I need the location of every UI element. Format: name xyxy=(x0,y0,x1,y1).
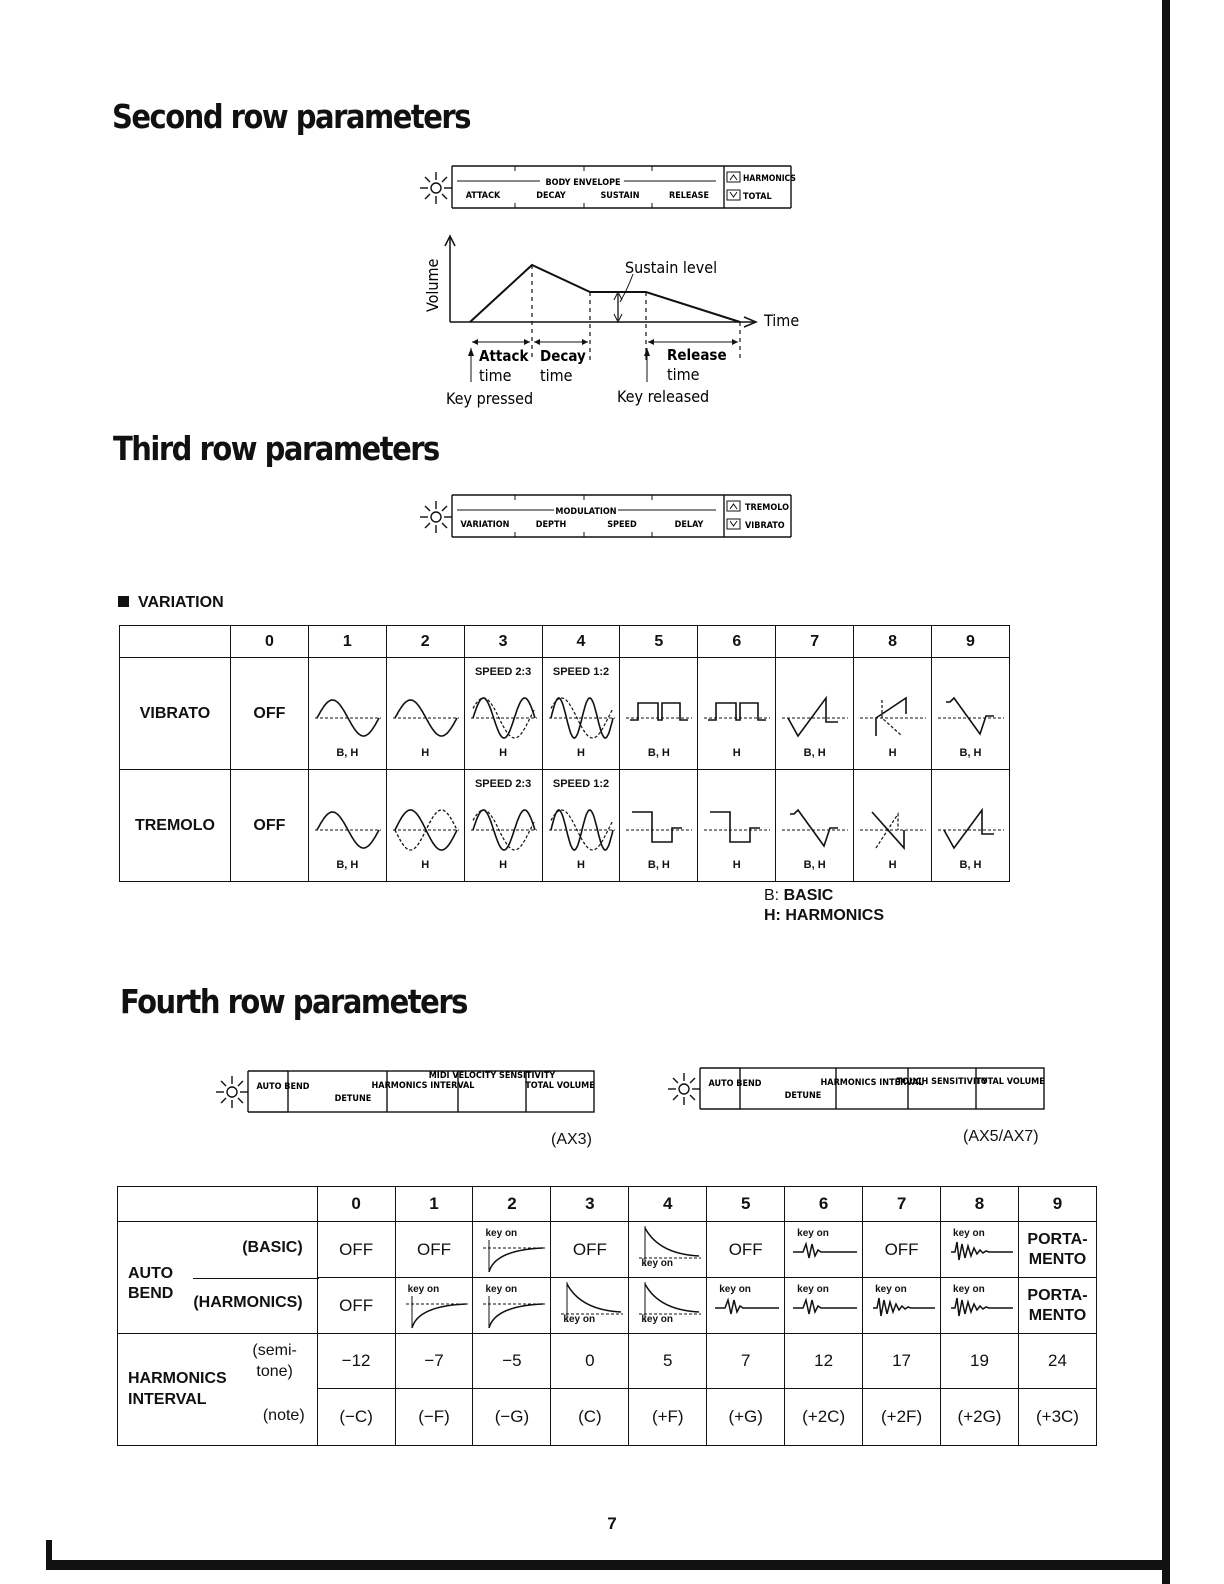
param-midi-velocity-sensitivity: MIDI VELOCITY SENSITIVITY xyxy=(428,1071,556,1081)
key-on-label: key on xyxy=(719,1284,751,1295)
variation-title: VARIATION xyxy=(118,594,224,612)
col-3: 3 xyxy=(464,626,542,658)
wave-cell xyxy=(932,770,1010,882)
col-9: 9 xyxy=(932,626,1010,658)
interval-note-label-cell xyxy=(118,1389,318,1446)
wave-caption: B, H xyxy=(336,747,359,759)
basic-portamento: PORTA-MENTO xyxy=(1018,1222,1096,1278)
up-arrow-icon xyxy=(730,175,737,180)
wave-caption: B, H xyxy=(959,747,982,759)
attack-time-label: time xyxy=(479,366,512,385)
model-ax3: (AX3) xyxy=(551,1131,592,1148)
auto-bend-harmonics-row xyxy=(118,1278,1097,1334)
vibrato-row xyxy=(120,658,1010,770)
col-7: 7 xyxy=(863,1187,941,1222)
semitone-9: 24 xyxy=(1018,1334,1096,1389)
col-4: 4 xyxy=(542,626,620,658)
key-on-label: key on xyxy=(797,1284,829,1295)
param-variation: VARIATION xyxy=(460,520,510,530)
decay-time-label: time xyxy=(540,366,573,385)
wave-cell xyxy=(620,770,698,882)
interval-semitone-label-cell xyxy=(118,1334,318,1408)
key-released-label: Key released xyxy=(617,387,710,406)
wave-cell xyxy=(698,658,776,770)
group-label: BODY ENVELOPE xyxy=(545,178,621,188)
variation-table xyxy=(119,625,1010,882)
corner-cell xyxy=(118,1187,318,1222)
wave-cell xyxy=(308,658,386,770)
page-edge-left xyxy=(46,1540,52,1570)
wave-caption: H xyxy=(732,859,741,871)
note-0: (−C) xyxy=(317,1389,395,1446)
panel-ax3 xyxy=(208,1066,600,1123)
page-edge-right xyxy=(1162,0,1170,1584)
param-detune: DETUNE xyxy=(334,1094,372,1104)
param-harmonics-interval: HARMONICS INTERVAL xyxy=(371,1081,475,1091)
note-4: (+F) xyxy=(629,1389,707,1446)
key-on-label: key on xyxy=(641,1314,674,1325)
col-2: 2 xyxy=(386,626,464,658)
model-ax5-ax7: (AX5/AX7) xyxy=(963,1128,1039,1145)
wave-cell xyxy=(542,658,620,770)
wave-caption: B, H xyxy=(647,859,670,871)
semitone-1: −7 xyxy=(395,1334,473,1389)
bend-cell xyxy=(629,1278,707,1334)
key-on-label: key on xyxy=(485,1284,518,1295)
key-on-label: key on xyxy=(641,1258,674,1269)
sustain-label: Sustain level xyxy=(625,258,718,277)
param-auto: AUTO BEND xyxy=(256,1082,310,1092)
param-depth: DEPTH xyxy=(535,520,567,530)
col-4: 4 xyxy=(629,1187,707,1222)
release-time-label: time xyxy=(667,365,700,384)
note-5: (+G) xyxy=(707,1389,785,1446)
semitone-3: 0 xyxy=(551,1334,629,1389)
key-on-label: key on xyxy=(563,1314,596,1325)
up-arrow-icon xyxy=(730,504,737,509)
wave-caption: B, H xyxy=(647,747,670,759)
note-9: (+3C) xyxy=(1018,1389,1096,1446)
tremolo-off: OFF xyxy=(230,770,308,882)
basic-0: OFF xyxy=(317,1222,395,1278)
tremolo-row xyxy=(120,770,1010,882)
bend-cell xyxy=(473,1278,551,1334)
envelope-diagram xyxy=(420,230,820,420)
decay-label: Decay xyxy=(540,347,586,365)
col-8: 8 xyxy=(941,1187,1019,1222)
sustain-pointer xyxy=(620,274,633,302)
panel-modulation xyxy=(412,492,797,547)
semitone-5: 7 xyxy=(707,1334,785,1389)
basic-3: OFF xyxy=(551,1222,629,1278)
variation-header-row xyxy=(120,626,1010,658)
attack-label: Attack xyxy=(479,347,529,365)
page-edge-bottom xyxy=(50,1560,1170,1570)
param-decay: DECAY xyxy=(536,191,566,201)
semitone-8: 19 xyxy=(941,1334,1019,1389)
harm-0: OFF xyxy=(317,1278,395,1334)
wave-cell xyxy=(620,658,698,770)
key-on-label: key on xyxy=(797,1228,829,1239)
col-3: 3 xyxy=(551,1187,629,1222)
wave-caption: H xyxy=(732,747,741,759)
vibrato-off: OFF xyxy=(230,658,308,770)
panel-body-envelope xyxy=(412,163,797,218)
bend-cell xyxy=(629,1222,707,1278)
col-1: 1 xyxy=(395,1187,473,1222)
col-0: 0 xyxy=(230,626,308,658)
fourth-row-table xyxy=(117,1186,1097,1446)
selector-total: TOTAL xyxy=(743,192,772,202)
lamp-icon xyxy=(668,1073,700,1105)
col-1: 1 xyxy=(308,626,386,658)
basic-5: OFF xyxy=(707,1222,785,1278)
fourth-header-row xyxy=(118,1187,1097,1222)
wave-caption: H xyxy=(421,747,430,759)
note-7: (+2F) xyxy=(863,1389,941,1446)
key-on-label: key on xyxy=(953,1284,985,1295)
selector-vibrato: VIBRATO xyxy=(745,521,785,531)
key-on-label: key on xyxy=(875,1284,907,1295)
speed-label: SPEED 2:3 xyxy=(474,778,532,790)
lamp-icon xyxy=(420,172,452,204)
semitone-0: −12 xyxy=(317,1334,395,1389)
param-touch-sensitivity: TOUCH SENSITIVITY xyxy=(896,1077,988,1087)
wave-caption: H xyxy=(888,747,897,759)
wave-cell xyxy=(386,658,464,770)
down-arrow-icon xyxy=(730,192,737,197)
corner-cell xyxy=(120,626,231,658)
wave-caption: H xyxy=(577,747,585,759)
lamp-icon xyxy=(216,1076,248,1108)
bend-cell xyxy=(863,1278,941,1334)
col-0: 0 xyxy=(317,1187,395,1222)
tremolo-label: TREMOLO xyxy=(120,770,231,882)
col-6: 6 xyxy=(698,626,776,658)
variation-legend: B: BASIC H: HARMONICS xyxy=(764,887,885,924)
note-row xyxy=(118,1389,1097,1446)
param-total-volume: TOTAL VOLUME xyxy=(975,1077,1045,1087)
speed-label: SPEED 1:2 xyxy=(552,666,610,678)
speed-label: SPEED 1:2 xyxy=(552,778,610,790)
semitone-6: 12 xyxy=(785,1334,863,1389)
bend-cell xyxy=(473,1222,551,1278)
col-7: 7 xyxy=(776,626,854,658)
col-9: 9 xyxy=(1018,1187,1096,1222)
key-on-label: key on xyxy=(407,1284,440,1295)
col-8: 8 xyxy=(854,626,932,658)
page-number: 7 xyxy=(607,1514,617,1533)
col-5: 5 xyxy=(707,1187,785,1222)
wave-cell xyxy=(932,658,1010,770)
lamp-icon xyxy=(420,501,452,533)
harm-portamento: PORTA-MENTO xyxy=(1018,1278,1096,1334)
selector-harmonics: HARMONICS xyxy=(743,174,796,184)
wave-caption: H xyxy=(888,859,897,871)
param-delay: DELAY xyxy=(674,520,704,530)
auto-bend-label: AUTO BEND xyxy=(128,1265,174,1302)
col-6: 6 xyxy=(785,1187,863,1222)
wave-caption: B, H xyxy=(336,859,359,871)
param-auto: AUTO BEND xyxy=(708,1079,762,1089)
auto-bend-harmonics-label-cell xyxy=(118,1278,318,1334)
semitone-2: −5 xyxy=(473,1334,551,1389)
wave-caption: H xyxy=(499,859,508,871)
key-on-label: key on xyxy=(485,1228,518,1239)
wave-cell xyxy=(776,658,854,770)
wave-cell xyxy=(854,770,932,882)
group-label: MODULATION xyxy=(555,507,617,517)
down-arrow-icon xyxy=(730,521,737,526)
wave-caption: H xyxy=(421,859,430,871)
note-1: (−F) xyxy=(395,1389,473,1446)
note-8: (+2G) xyxy=(941,1389,1019,1446)
heading-third-row: Third row parameters xyxy=(113,430,439,469)
heading-fourth-row: Fourth row parameters xyxy=(120,983,467,1022)
vibrato-label: VIBRATO xyxy=(120,658,231,770)
speed-label: SPEED 2:3 xyxy=(474,666,532,678)
param-speed: SPEED xyxy=(607,520,637,530)
x-axis-label: Time xyxy=(764,311,800,330)
wave-caption: B, H xyxy=(803,859,826,871)
note-6: (+2C) xyxy=(785,1389,863,1446)
param-harmonics-interval: HARMONICS INTERVAL xyxy=(820,1078,924,1088)
bend-cell xyxy=(941,1222,1019,1278)
bend-cell xyxy=(707,1278,785,1334)
basic-1: OFF xyxy=(395,1222,473,1278)
bend-cell xyxy=(785,1278,863,1334)
basic-label: (BASIC) xyxy=(242,1239,303,1256)
semitone-4: 5 xyxy=(629,1334,707,1389)
key-on-label: key on xyxy=(953,1228,985,1239)
semitone-row xyxy=(118,1334,1097,1389)
wave-cell xyxy=(386,770,464,882)
col-5: 5 xyxy=(620,626,698,658)
bend-cell xyxy=(785,1222,863,1278)
y-axis-label: Volume xyxy=(423,258,442,312)
param-sustain: SUSTAIN xyxy=(600,191,640,201)
key-pressed-label: Key pressed xyxy=(446,389,534,408)
note-label: (note) xyxy=(262,1406,305,1424)
semitone-7: 17 xyxy=(863,1334,941,1389)
param-attack: ATTACK xyxy=(465,191,501,201)
harmonics-label: (HARMONICS) xyxy=(193,1293,303,1311)
wave-cell xyxy=(776,770,854,882)
note-2: (−G) xyxy=(473,1389,551,1446)
release-label: Release xyxy=(667,346,727,364)
wave-cell xyxy=(464,658,542,770)
wave-caption: B, H xyxy=(959,859,982,871)
bend-cell xyxy=(941,1278,1019,1334)
wave-cell xyxy=(464,770,542,882)
wave-cell xyxy=(698,770,776,882)
bend-cell xyxy=(395,1278,473,1334)
wave-caption: H xyxy=(577,859,585,871)
semitone-label: (semi-tone) xyxy=(252,1342,297,1380)
wave-caption: H xyxy=(499,747,508,759)
bend-cell xyxy=(551,1278,629,1334)
wave-cell xyxy=(854,658,932,770)
heading-second-row: Second row parameters xyxy=(112,98,470,137)
wave-caption: B, H xyxy=(803,747,826,759)
panel-ax5 xyxy=(660,1063,1052,1120)
note-3: (C) xyxy=(551,1389,629,1446)
selector-tremolo: TREMOLO xyxy=(745,503,789,513)
basic-7: OFF xyxy=(863,1222,941,1278)
wave-cell xyxy=(308,770,386,882)
wave-cell xyxy=(542,770,620,882)
harmonics-interval-label: HARMONICS INTERVAL xyxy=(128,1370,227,1408)
param-release: RELEASE xyxy=(668,191,710,201)
col-2: 2 xyxy=(473,1187,551,1222)
param-detune: DETUNE xyxy=(784,1091,822,1101)
auto-bend-basic-row xyxy=(118,1222,1097,1278)
param-total-volume: TOTAL VOLUME xyxy=(525,1081,595,1091)
